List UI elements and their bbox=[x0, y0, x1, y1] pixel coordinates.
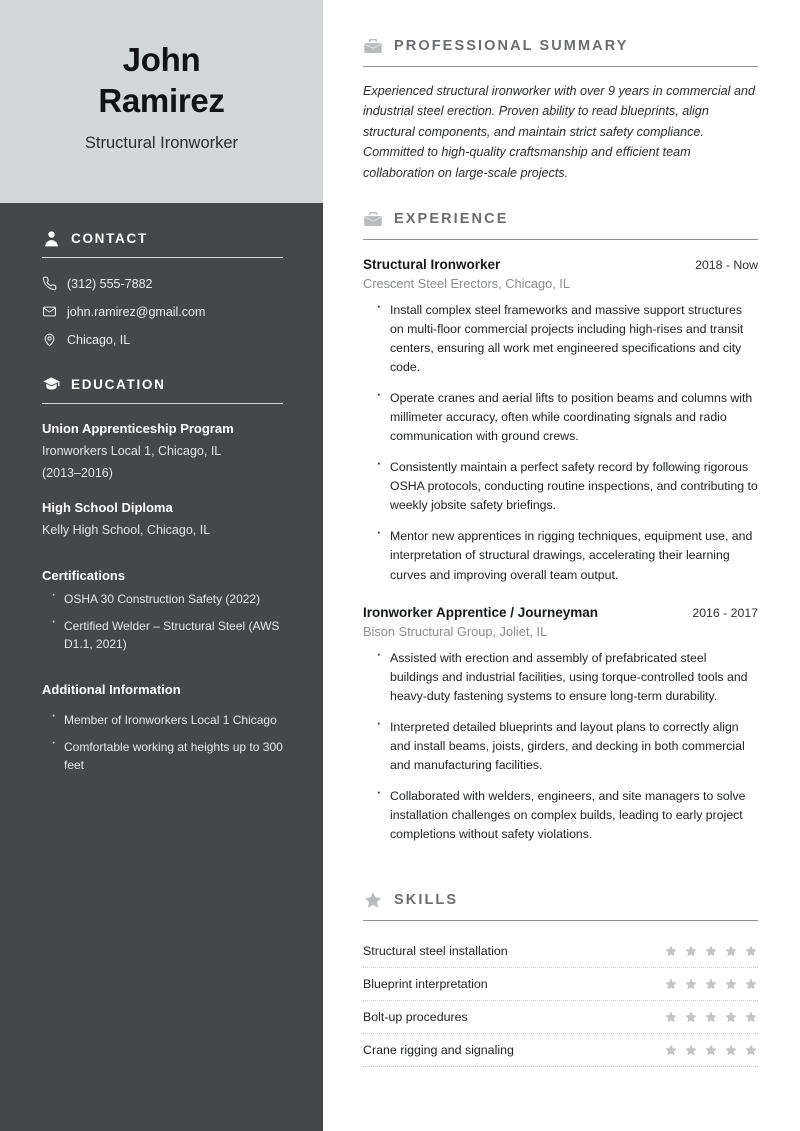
contact-list bbox=[42, 276, 283, 347]
star-icon bbox=[744, 1010, 758, 1024]
education-degree: Union Apprenticeship Program bbox=[42, 421, 234, 436]
contact-location-value: Chicago, IL bbox=[67, 332, 131, 347]
experience-company: Bison Structural Group, Joliet, IL bbox=[363, 623, 548, 639]
skills-divider bbox=[363, 920, 758, 921]
skill-rating[interactable] bbox=[664, 977, 758, 991]
education-heading-row bbox=[42, 375, 283, 394]
skill-name: Blueprint interpretation bbox=[363, 976, 488, 991]
spacer bbox=[42, 482, 283, 499]
list-item: · Assisted with erection and assembly of prefabricated steel buildings and industrial facilities, using torque-controlled tools and heavy-duty fastening systems to ensure long-term durability. bbox=[375, 649, 758, 706]
page-title bbox=[98, 40, 224, 121]
star-icon bbox=[704, 944, 718, 958]
star-icon bbox=[704, 1043, 718, 1057]
star-icon bbox=[724, 1010, 738, 1024]
experience-role: Ironworker Apprentice / Journeyman bbox=[363, 604, 599, 620]
experience-bullet-list bbox=[375, 301, 758, 585]
skill-row bbox=[363, 1001, 758, 1034]
experience-entry bbox=[363, 605, 758, 844]
star-icon bbox=[664, 944, 678, 958]
star-icon bbox=[664, 977, 678, 991]
education-school: Ironworkers Local 1, Chicago, IL bbox=[42, 443, 222, 458]
section-professional-summary bbox=[363, 36, 758, 183]
contact-phone-value: (312) 555-7882 bbox=[67, 276, 153, 291]
skills-heading: SKILLS bbox=[394, 891, 459, 908]
star-icon bbox=[744, 1043, 758, 1057]
name-card bbox=[0, 0, 323, 203]
skill-rating[interactable] bbox=[664, 944, 758, 958]
experience-role: Structural Ironworker bbox=[363, 256, 501, 272]
star-icon bbox=[704, 977, 718, 991]
list-item: · OSHA 30 Construction Safety (2022) bbox=[50, 590, 283, 608]
skills-list bbox=[363, 935, 758, 1067]
person-icon bbox=[42, 229, 61, 248]
star-icon bbox=[664, 1043, 678, 1057]
star-icon bbox=[684, 1010, 698, 1024]
phone-icon bbox=[42, 276, 57, 291]
education-entry bbox=[42, 499, 283, 540]
experience-heading: EXPERIENCE bbox=[394, 210, 509, 227]
list-item: · Interpreted detailed blueprints and layout plans to correctly align and install beams, joists, girders, and decking in both commercial and manufacturing facilities. bbox=[375, 718, 758, 775]
list-item: · Certified Welder – Structural Steel (AWS D1.1, 2021) bbox=[50, 617, 283, 653]
education-entry bbox=[42, 420, 283, 482]
list-item: · Collaborated with welders, engineers, and site managers to solve installation challenges on complex builds, leading to early project completions without safety violations. bbox=[375, 787, 758, 844]
experience-heading-row bbox=[363, 209, 758, 229]
star-icon bbox=[684, 977, 698, 991]
contact-phone[interactable] bbox=[42, 276, 283, 291]
skill-row bbox=[363, 968, 758, 1001]
star-icon bbox=[744, 977, 758, 991]
star-icon bbox=[684, 1043, 698, 1057]
experience-entry-header bbox=[363, 605, 758, 620]
star-icon bbox=[704, 1010, 718, 1024]
envelope-icon bbox=[42, 304, 57, 319]
contact-email[interactable] bbox=[42, 304, 283, 319]
professional-summary-text: Experienced structural ironworker with over 9 years in commercial and industrial steel erection. Proven ability to read blueprints, align structural components, and maintain strict safety compliance. Committed to high-quality craftsmanship and efficient team collaboration on large-scale projects. bbox=[363, 84, 755, 180]
sidebar-body bbox=[0, 203, 323, 813]
experience-divider bbox=[363, 239, 758, 240]
experience-bullet-list bbox=[375, 649, 758, 844]
certifications-list bbox=[50, 590, 283, 654]
main-content bbox=[323, 0, 800, 1131]
spacer bbox=[363, 183, 758, 209]
education-years: (2013–2016) bbox=[42, 465, 113, 480]
experience-dates: 2018 - Now bbox=[695, 257, 758, 272]
location-pin-icon bbox=[42, 332, 57, 347]
first-name: John bbox=[122, 41, 201, 79]
star-icon bbox=[724, 977, 738, 991]
contact-location[interactable] bbox=[42, 332, 283, 347]
section-skills bbox=[363, 890, 758, 1067]
certifications-heading: Certifications bbox=[42, 567, 126, 583]
briefcase-icon bbox=[363, 209, 383, 229]
experience-dates: 2016 - 2017 bbox=[692, 605, 758, 620]
skills-heading-row bbox=[363, 890, 758, 910]
contact-divider bbox=[42, 257, 283, 258]
star-icon bbox=[724, 1043, 738, 1057]
list-item: · Operate cranes and aerial lifts to position beams and columns with millimeter accuracy, often while coordinating signals and radio communication with ground crews. bbox=[375, 389, 758, 446]
sidebar bbox=[0, 0, 323, 1131]
experience-entry-header bbox=[363, 257, 758, 272]
education-degree: High School Diploma bbox=[42, 500, 173, 516]
skill-rating[interactable] bbox=[664, 1010, 758, 1024]
job-title: Structural Ironworker bbox=[84, 133, 239, 152]
spacer bbox=[363, 856, 758, 890]
additional-information-list bbox=[50, 711, 283, 775]
additional-information-heading: Additional Information bbox=[42, 681, 181, 697]
experience-entry bbox=[363, 257, 758, 585]
contact-heading: CONTACT bbox=[71, 231, 148, 246]
star-icon bbox=[363, 890, 383, 910]
briefcase-icon bbox=[363, 36, 383, 56]
list-item: · Install complex steel frameworks and massive support structures on multi-floor commercial projects including high-rises and transit centers, ensuring all work met engineered specifications and city code. bbox=[375, 301, 758, 377]
list-item: · Mentor new apprentices in rigging techniques, equipment use, and interpretation of structural drawings, accelerating their learning curves and improving overall team output. bbox=[375, 527, 758, 584]
professional-summary-heading: PROFESSIONAL SUMMARY bbox=[394, 38, 629, 54]
skill-row bbox=[363, 935, 758, 968]
professional-summary-divider bbox=[363, 66, 758, 67]
last-name: Ramirez bbox=[98, 81, 225, 119]
star-icon bbox=[664, 1010, 678, 1024]
section-additional-information bbox=[42, 682, 283, 775]
section-education bbox=[42, 375, 283, 540]
experience-company: Crescent Steel Erectors, Chicago, IL bbox=[363, 275, 570, 291]
section-contact bbox=[42, 229, 283, 347]
professional-summary-heading-row bbox=[363, 36, 758, 56]
star-icon bbox=[744, 944, 758, 958]
star-icon bbox=[684, 944, 698, 958]
skill-name: Bolt-up procedures bbox=[363, 1009, 468, 1024]
section-certifications bbox=[42, 568, 283, 654]
list-item: · Consistently maintain a perfect safety record by following rigorous OSHA protocols, conducting routine inspections, and contributing to weekly jobsite safety briefings. bbox=[375, 458, 758, 515]
skill-name: Structural steel installation bbox=[363, 943, 508, 958]
list-item: · Comfortable working at heights up to 300 feet bbox=[50, 738, 283, 774]
education-school: Kelly High School, Chicago, IL bbox=[42, 523, 211, 538]
education-heading: EDUCATION bbox=[71, 377, 166, 392]
skill-rating[interactable] bbox=[664, 1043, 758, 1057]
skill-row bbox=[363, 1034, 758, 1067]
section-experience bbox=[363, 209, 758, 844]
contact-email-value: john.ramirez@gmail.com bbox=[67, 304, 206, 319]
skill-name: Crane rigging and signaling bbox=[363, 1042, 514, 1057]
contact-heading-row bbox=[42, 229, 283, 248]
list-item: · Member of Ironworkers Local 1 Chicago bbox=[50, 711, 283, 729]
star-icon bbox=[724, 944, 738, 958]
education-divider bbox=[42, 403, 283, 404]
graduation-cap-icon bbox=[42, 375, 61, 394]
